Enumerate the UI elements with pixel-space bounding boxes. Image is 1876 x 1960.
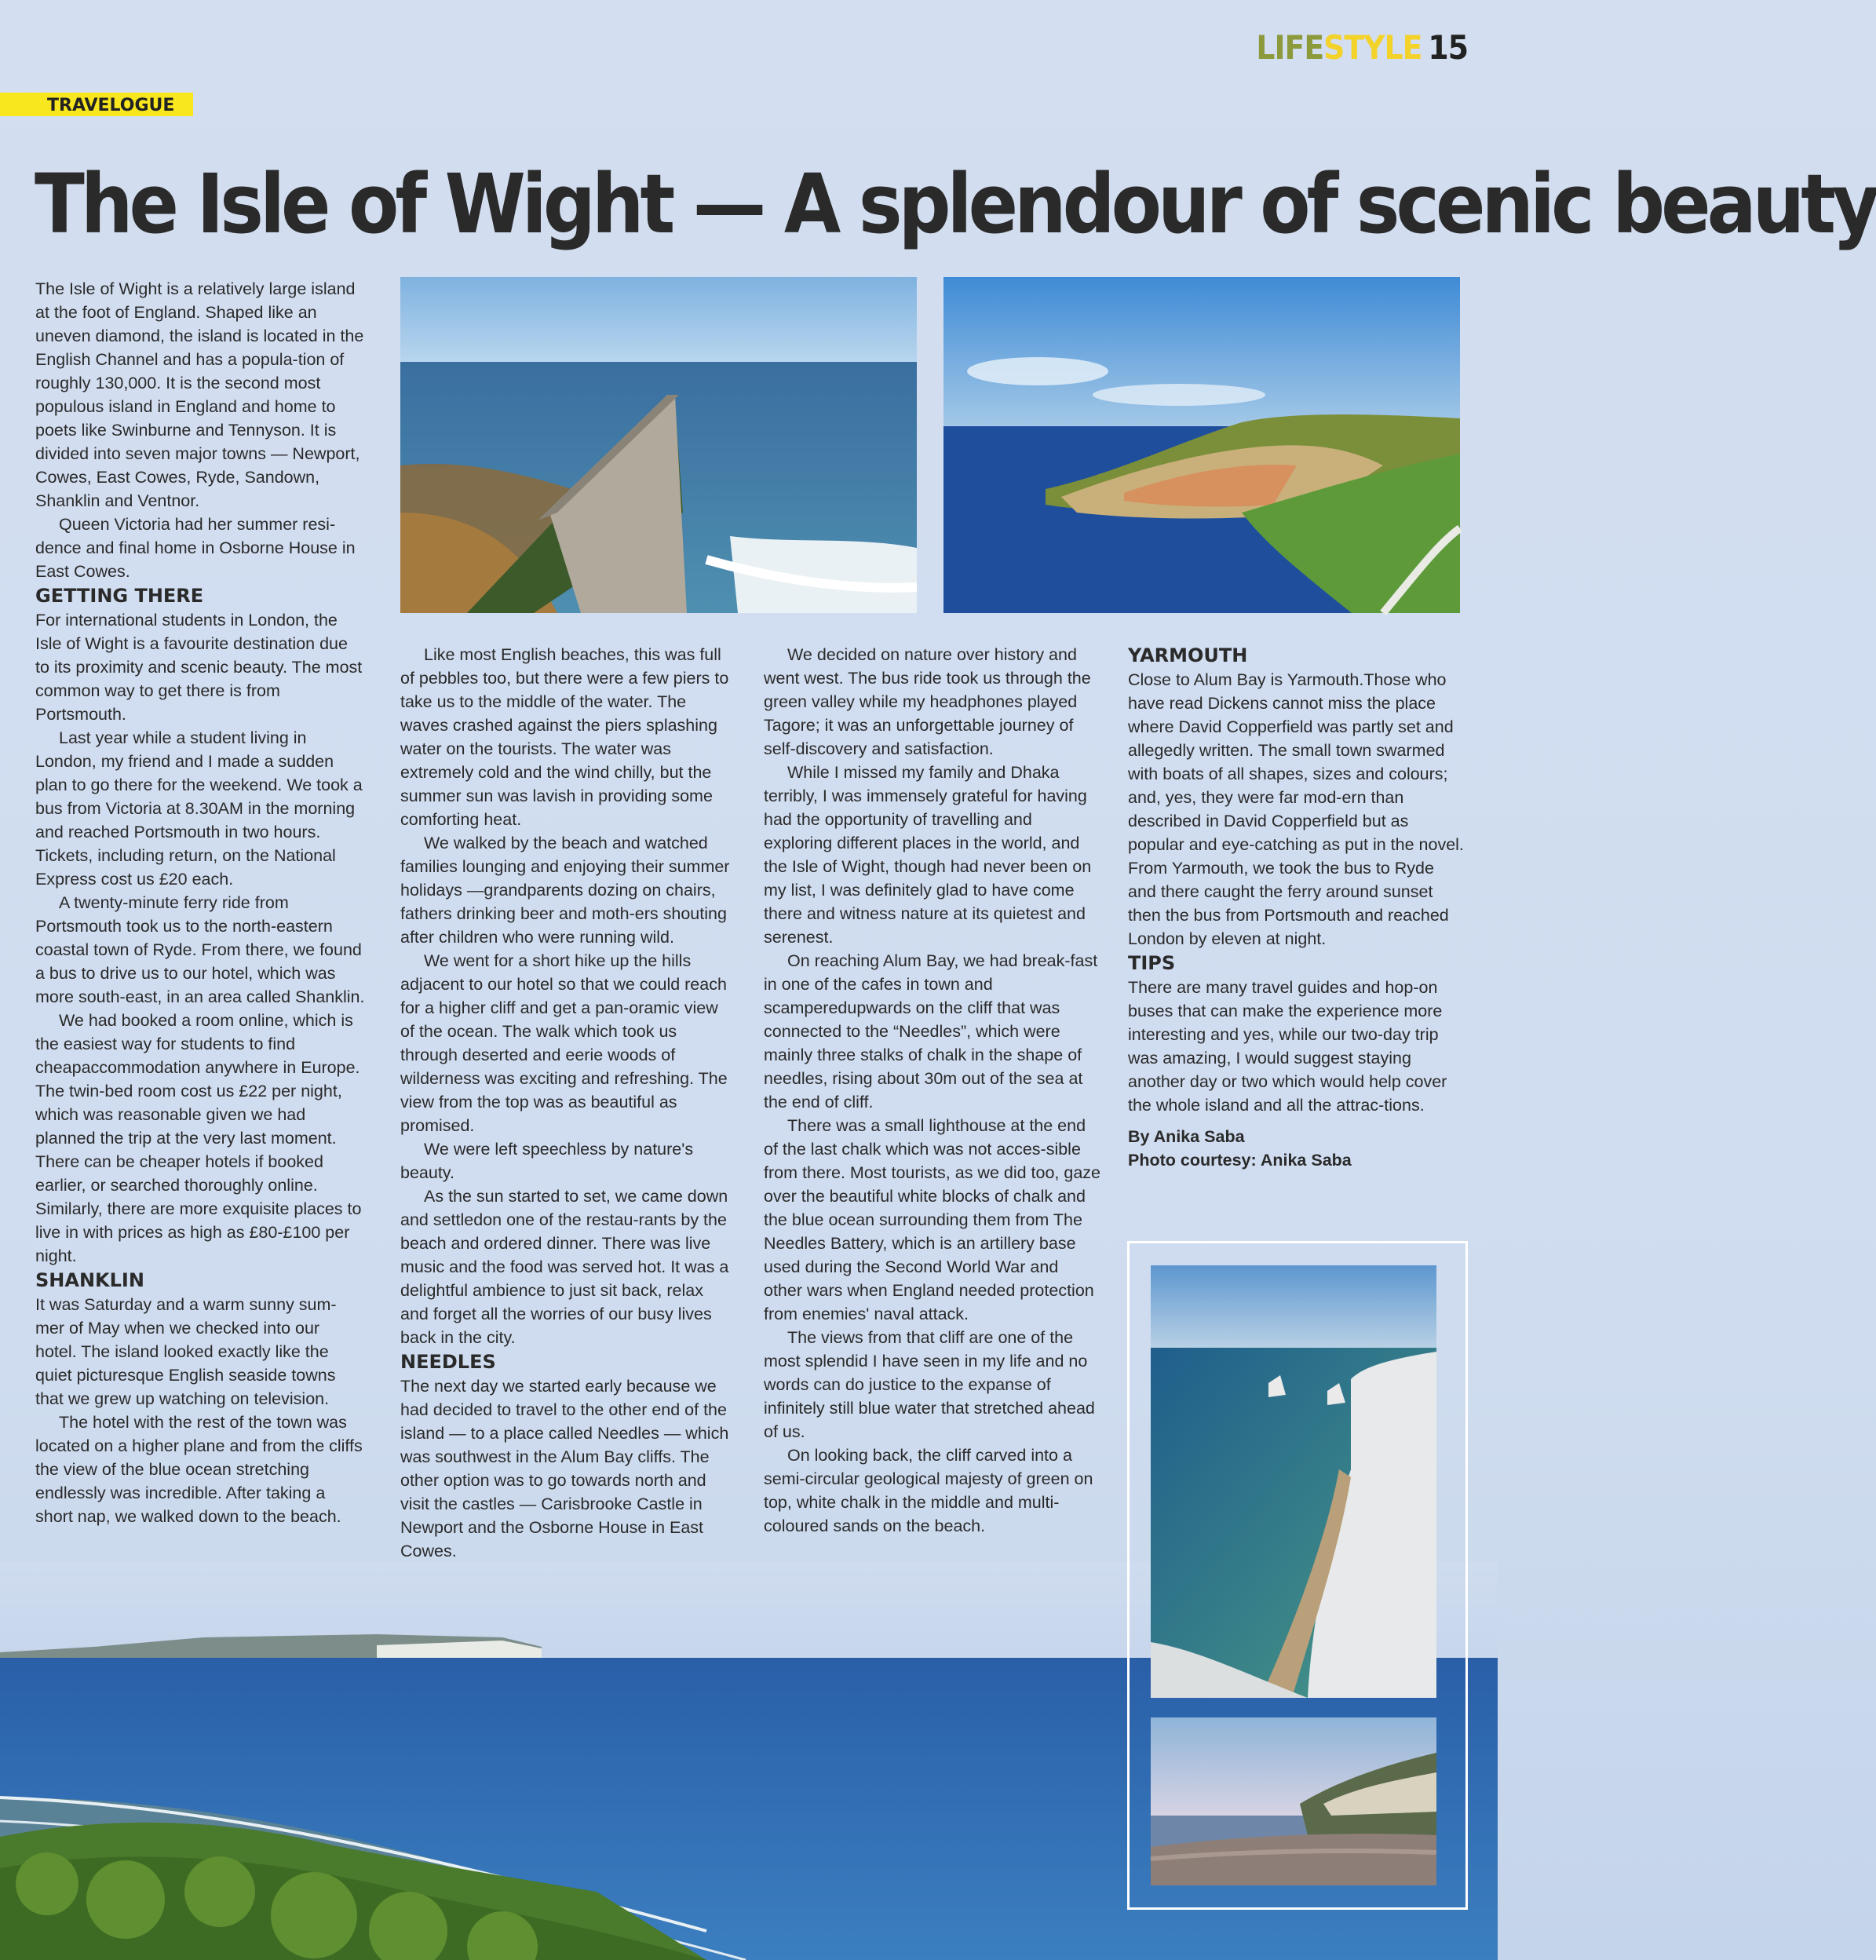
col1-paragraph: A twenty-minute ferry ride from Portsmouth took us to the north-eastern coastal town of Ryde. From there, we found a bus to drive us to our hotel, which was more south-east, in an area called Shanklin. [35, 893, 365, 1006]
beach-photo [1151, 1717, 1436, 1885]
col1-paragraph: It was Saturday and a warm sunny sum-mer of May when we checked into our hotel. The island looked exactly like the quiet picturesque English seaside towns that we grew up watching on television. [35, 1295, 337, 1408]
section-tag-label: TRAVELOGUE [47, 96, 175, 115]
byline: By Anika Saba [1128, 1127, 1245, 1146]
heading-needles: NEEDLES [400, 1351, 496, 1373]
masthead-style: STYLE [1323, 28, 1422, 67]
col3-paragraph: There was a small lighthouse at the end of the last chalk which was not acces-sible from there. Most tourists, as we did too, gaze over the beautiful white blocks of chalk and the blue ocean surrounding them from The Needles Battery, which is an artillery base used during the Second World War and other wars when England needed protection from enemies' naval attack. [764, 1116, 1100, 1323]
col1-paragraph: Queen Victoria had her summer resi-dence and final home in Osborne House in East Cowes. [35, 515, 356, 581]
col2-paragraph: Like most English beaches, this was full of pebbles too, but there were a few piers to take us to the middle of the water. The waves crashed against the piers splashing water on the tourists. The water was extremely cold and the wind chilly, but the summer sun was lavish in providing some comforting heat. [400, 645, 729, 829]
col1-paragraph: For international students in London, the Isle of Wight is a favourite destination due to its proximity and scenic beauty. The most common way to get there is from Portsmouth. [35, 611, 363, 724]
masthead-life: LIFE [1256, 28, 1324, 67]
col4-paragraph: There are many travel guides and hop-on buses that can make the experience more interesting and yes, while our two-day trip was amazing, I would suggest staying another day or two which would help cover the whole island and all the attrac-tions. [1128, 978, 1447, 1115]
col4-paragraph: Close to Alum Bay is Yarmouth.Those who have read Dickens cannot miss the place where David Copperfield was partly set and allegedly written. The small town swarmed with boats of all shapes, sizes and colours; and, yes, they were far mod-ern than described in David Copperfield but as popular and eye-catching as put in the novel. From Yarmouth, we took the bus to Ryde and there caught the ferry around sunset then the bus from Portsmouth and reached London by eleven at night. [1128, 670, 1464, 948]
col3-paragraph: On looking back, the cliff carved into a semi-circular geological majesty of green on top, white chalk in the middle and multi-coloured sands on the beach. [764, 1446, 1093, 1535]
column-4 [1128, 643, 1465, 1172]
col2-paragraph: We were left speechless by nature's beauty. [400, 1140, 694, 1182]
column-2 [400, 643, 734, 1563]
column-3 [764, 643, 1101, 1538]
heading-tips: TIPS [1128, 952, 1176, 974]
col2-paragraph: We walked by the beach and watched families lounging and enjoying their summer holidays —grandparents dozing on chairs, fathers drinking beer and moth-ers shouting after children who were running wild. [400, 834, 730, 947]
col2-paragraph: The next day we started early because we had decided to travel to the other end of the island — to a place called Needles — which was southwest in the Alum Bay cliffs. The other option was to go towards north and visit the castles — Carisbrooke Castle in Newport and the Osborne House in East Cowes. [400, 1377, 729, 1560]
column-1 [35, 277, 365, 1528]
col1-paragraph: We had booked a room online, which is the easiest way for students to find cheapaccommodation anywhere in Europe. The twin-bed room cost us £22 per night, which was reasonable given we had planned the trip at the very last moment. There can be cheaper hotels if booked earlier, or searched thoroughly online. Similarly, there are more exquisite places to live in with prices as high as £80-£100 per night. [35, 1011, 362, 1265]
heading-shanklin: SHANKLIN [35, 1269, 144, 1291]
col2-paragraph: As the sun started to set, we came down and settledon one of the restau-rants by the beach and ordered dinner. There was live music and the food was served hot. It was a delightful ambience to just sit back, relax and forget all the worries of our busy lives back in the city. [400, 1187, 729, 1347]
needles-photo [1151, 1265, 1436, 1698]
photo-credit: Photo courtesy: Anika Saba [1128, 1151, 1352, 1170]
col2-paragraph: We went for a short hike up the hills adjacent to our hotel so that we could reach for a higher cliff and get a pan-oramic view of the ocean. The walk which took us through deserted and eerie woods of wilderness was exciting and refreshing. The view from the top was as beautiful as promised. [400, 951, 728, 1135]
heading-yarmouth: YARMOUTH [1128, 644, 1248, 666]
heading-getting-there: GETTING THERE [35, 585, 204, 607]
section-tag [0, 93, 193, 116]
col3-paragraph: On reaching Alum Bay, we had break-fast in one of the cafes in town and scamperedupwards on the cliff that was connected to the “Needles”, which were mainly three stalks of chalk in the shape of needles, rising about 30m out of the sea at the end of cliff. [764, 951, 1098, 1111]
byline-block [1128, 1125, 1465, 1172]
col3-paragraph: We decided on nature over history and went west. The bus ride took us through the green valley while my headphones played Tagore; it was an unforgettable journey of self-discovery and satisfaction. [764, 645, 1091, 758]
col3-paragraph: The views from that cliff are one of the most splendid I have seen in my life and no words can do justice to the expanse of infinitely still blue water that stretched ahead of us. [764, 1328, 1095, 1441]
col1-paragraph: The Isle of Wight is a relatively large island at the foot of England. Shaped like an uneven diamond, the island is located in the English Channel and has a popula-tion of roughly 130,000. It is the second most populous island in England and home to poets like Swinburne and Tennyson. It is divided into seven major towns — Newport, Cowes, East Cowes, Ryde, Sandown, Shanklin and Ventnor. [35, 279, 364, 510]
page-number: 15 [1428, 28, 1468, 67]
col1-paragraph: Last year while a student living in London, my friend and I made a sudden plan to go there for the weekend. We took a bus from Victoria at 8.30AM in the morning and reached Portsmouth in two hours. Tickets, including return, on the National Express cost us £20 each. [35, 728, 363, 889]
col1-paragraph: The hotel with the rest of the town was located on a higher plane and from the cliffs the view of the blue ocean stretching endlessly was incredible. After taking a short nap, we walked down to the beach. [35, 1413, 363, 1526]
masthead [1256, 28, 1468, 67]
alum-bay-photo [943, 277, 1460, 613]
col3-paragraph: While I missed my family and Dhaka terribly, I was immensely grateful for having had the opportunity of travelling and exploring different places in the world, and the Isle of Wight, though had never been on my list, I was definitely glad to have come there and witness nature at its quietest and serenest. [764, 763, 1092, 947]
pier-photo [400, 277, 917, 613]
headline: The Isle of Wight — A splendour of scenic beauty [35, 156, 1876, 252]
